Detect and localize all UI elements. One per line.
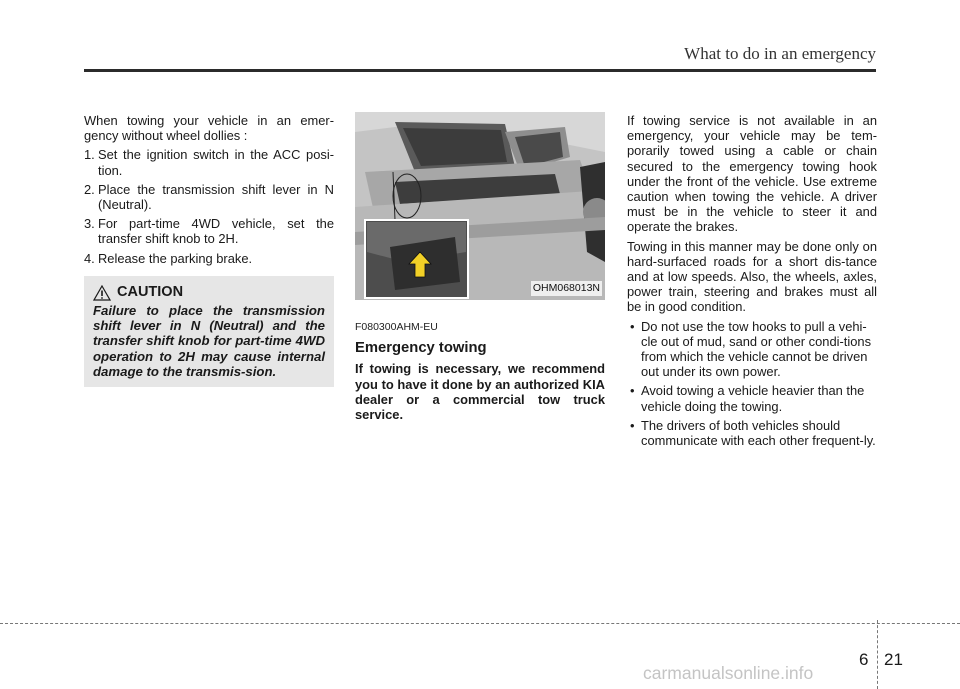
- vehicle-front-illustration: [355, 112, 605, 300]
- section-code: F080300AHM-EU: [355, 321, 438, 333]
- step-number: 3.: [84, 216, 95, 232]
- section-title: Emergency towing: [355, 340, 487, 357]
- towing-steps: [84, 147, 334, 265]
- step-item: [84, 147, 334, 177]
- caution-box: [84, 276, 334, 387]
- caution-title: CAUTION: [117, 284, 184, 301]
- column-right: [627, 113, 877, 452]
- intro-text: When towing your vehicle in an emer-gency without wheel dollies :: [84, 113, 334, 144]
- step-item: [84, 251, 334, 266]
- recommendation-text: If towing is necessary, we recommend you to have it done by an authorized KIA dealer or a commercial tow truck service.: [355, 361, 605, 423]
- step-text: Release the parking brake.: [98, 250, 253, 266]
- page-number: 21: [884, 650, 903, 669]
- list-item: • Avoid towing a vehicle heavier than the vehicle doing the towing.: [627, 383, 877, 413]
- step-item: [84, 182, 334, 212]
- tow-hook-photo: [355, 112, 605, 300]
- column-middle: [355, 112, 605, 426]
- step-text: For part-time 4WD vehicle, set the transfer shift knob to 2H.: [98, 216, 334, 247]
- step-text: Set the ignition switch in the ACC posi-tion.: [98, 147, 334, 178]
- running-header: What to do in an emergency: [684, 44, 876, 63]
- footer-divider: [877, 620, 878, 689]
- caution-heading: [93, 285, 325, 301]
- chapter-number: 6: [859, 650, 869, 669]
- column-left: [84, 113, 334, 387]
- step-text: Place the transmission shift lever in N (Neutral).: [98, 181, 334, 213]
- step-number: 2.: [84, 181, 95, 197]
- towing-precautions: [627, 319, 877, 449]
- step-item: [84, 216, 334, 246]
- step-number: 1.: [84, 147, 95, 163]
- caution-text: Failure to place the transmission shift lever in N (Neutral) and the transfer shift knob for part-time 4WD operation to 2H may cause internal damage to the transmis-sion.: [93, 302, 325, 380]
- header-rule: [84, 69, 876, 72]
- footer-rule: [0, 623, 960, 624]
- list-item: • The drivers of both vehicles should communicate with each other frequent-ly.: [627, 418, 877, 448]
- paragraph: If towing service is not available in an emergency, your vehicle may be tem-porarily towed using a cable or chain secured to the emergency towing hook under the front of the vehicle. Use extreme caution when towing the vehicle. A driver must be in the vehicle to steer it and operate the brakes.: [627, 113, 877, 235]
- warning-triangle-icon: [93, 285, 111, 301]
- watermark: carmanualsonline.info: [643, 663, 814, 683]
- step-number: 4.: [84, 250, 95, 266]
- image-code: OHM068013N: [531, 281, 602, 296]
- list-item: • Do not use the tow hooks to pull a vehi-cle out of mud, sand or other condi-tions from which the vehicle cannot be driven out under its own power.: [627, 319, 877, 380]
- paragraph: Towing in this manner may be done only on hard-surfaced roads for a short dis-tance and at low speeds. Also, the wheels, axles, power train, steering and brakes must all be in good condition.: [627, 238, 877, 315]
